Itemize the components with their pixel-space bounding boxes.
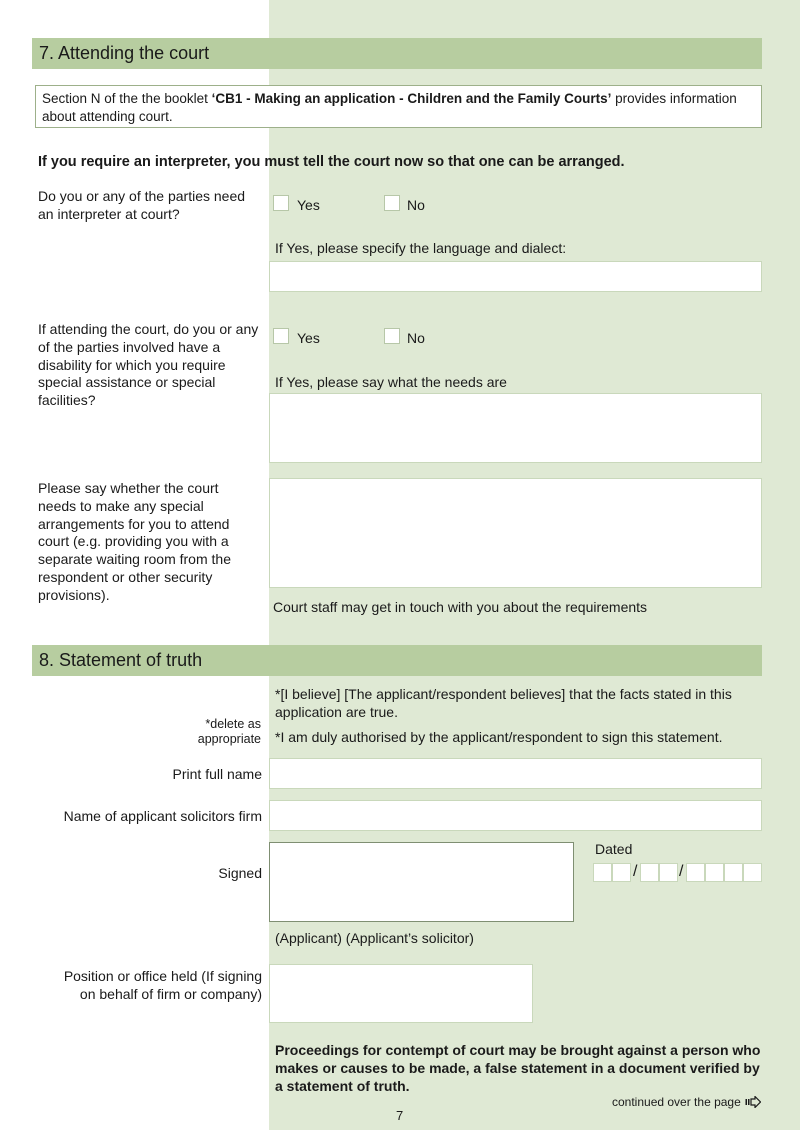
- delete-note: *delete as appropriate: [197, 717, 261, 746]
- disability-yes-checkbox[interactable]: [273, 328, 289, 344]
- language-prompt: If Yes, please specify the language and dialect:: [275, 240, 567, 256]
- booklet-title: ‘CB1 - Making an application - Children and the Family Courts’: [211, 91, 612, 106]
- position-input[interactable]: [269, 964, 533, 1023]
- page-number: 7: [396, 1108, 404, 1123]
- needs-prompt: If Yes, please say what the needs are: [275, 374, 507, 390]
- question-disability: If attending the court, do you or any of the parties involved have a disability for which you require special assistance or special facilities?: [38, 321, 259, 409]
- date-month-digit-1[interactable]: [640, 863, 659, 882]
- interpreter-notice: If you require an interpreter, you must tell the court now so that one can be arranged.: [38, 154, 625, 170]
- interpreter-no-checkbox[interactable]: [384, 195, 400, 211]
- statement-belief: *[I believe] [The applicant/respondent believes] that the facts stated in this application are true.: [275, 686, 732, 720]
- language-dialect-input[interactable]: [269, 261, 762, 292]
- date-year-digit-1[interactable]: [686, 863, 705, 882]
- statement-authorised: *I am duly authorised by the applicant/respondent to sign this statement.: [275, 729, 723, 745]
- section-8-header: 8. Statement of truth: [32, 645, 762, 676]
- date-separator: /: [633, 863, 638, 880]
- interpreter-yes-label: Yes: [297, 197, 320, 213]
- info-text-pre: Section N of the the booklet: [42, 91, 212, 106]
- info-text-post: provides information about attending court.: [42, 91, 737, 124]
- date-separator: /: [679, 863, 684, 880]
- date-month-digit-2[interactable]: [659, 863, 678, 882]
- question-interpreter: Do you or any of the parties need an interpreter at court?: [38, 188, 246, 222]
- interpreter-no-label: No: [407, 197, 425, 213]
- date-year-digit-2[interactable]: [705, 863, 724, 882]
- info-box: [35, 85, 762, 128]
- arrangements-textarea[interactable]: [269, 478, 762, 588]
- date-day-digit-1[interactable]: [593, 863, 612, 882]
- date-day-digit-2[interactable]: [612, 863, 631, 882]
- interpreter-yes-checkbox[interactable]: [273, 195, 289, 211]
- signed-label: Signed: [218, 865, 262, 881]
- dated-label: Dated: [595, 841, 633, 857]
- date-year-digit-3[interactable]: [724, 863, 743, 882]
- disability-yes-label: Yes: [297, 330, 320, 346]
- disability-no-checkbox[interactable]: [384, 328, 400, 344]
- needs-textarea[interactable]: [269, 393, 762, 463]
- arrow-right-icon: [745, 1095, 761, 1111]
- signature-box[interactable]: [269, 842, 574, 922]
- contempt-warning: Proceedings for contempt of court may be brought against a person who makes or causes to be made, a false statement in a document verified by a statement of truth.: [275, 1042, 761, 1094]
- print-name-label: Print full name: [172, 766, 262, 782]
- firm-name-label: Name of applicant solicitors firm: [63, 808, 262, 824]
- disability-no-label: No: [407, 330, 425, 346]
- position-label: Position or office held (If signing on behalf of firm or company): [63, 968, 262, 1002]
- question-arrangements: Please say whether the court needs to make any special arrangements for you to attend court (e.g. providing you with a separate waiting room from the respondent or other security provisions).: [38, 480, 231, 603]
- print-name-input[interactable]: [269, 758, 762, 789]
- firm-name-input[interactable]: [269, 800, 762, 831]
- continued-note: continued over the page: [612, 1095, 741, 1109]
- staff-note: Court staff may get in touch with you about the requirements: [273, 599, 648, 615]
- date-year-digit-4[interactable]: [743, 863, 762, 882]
- signer-note: (Applicant) (Applicant’s solicitor): [275, 930, 474, 946]
- section-7-header: 7. Attending the court: [32, 38, 762, 69]
